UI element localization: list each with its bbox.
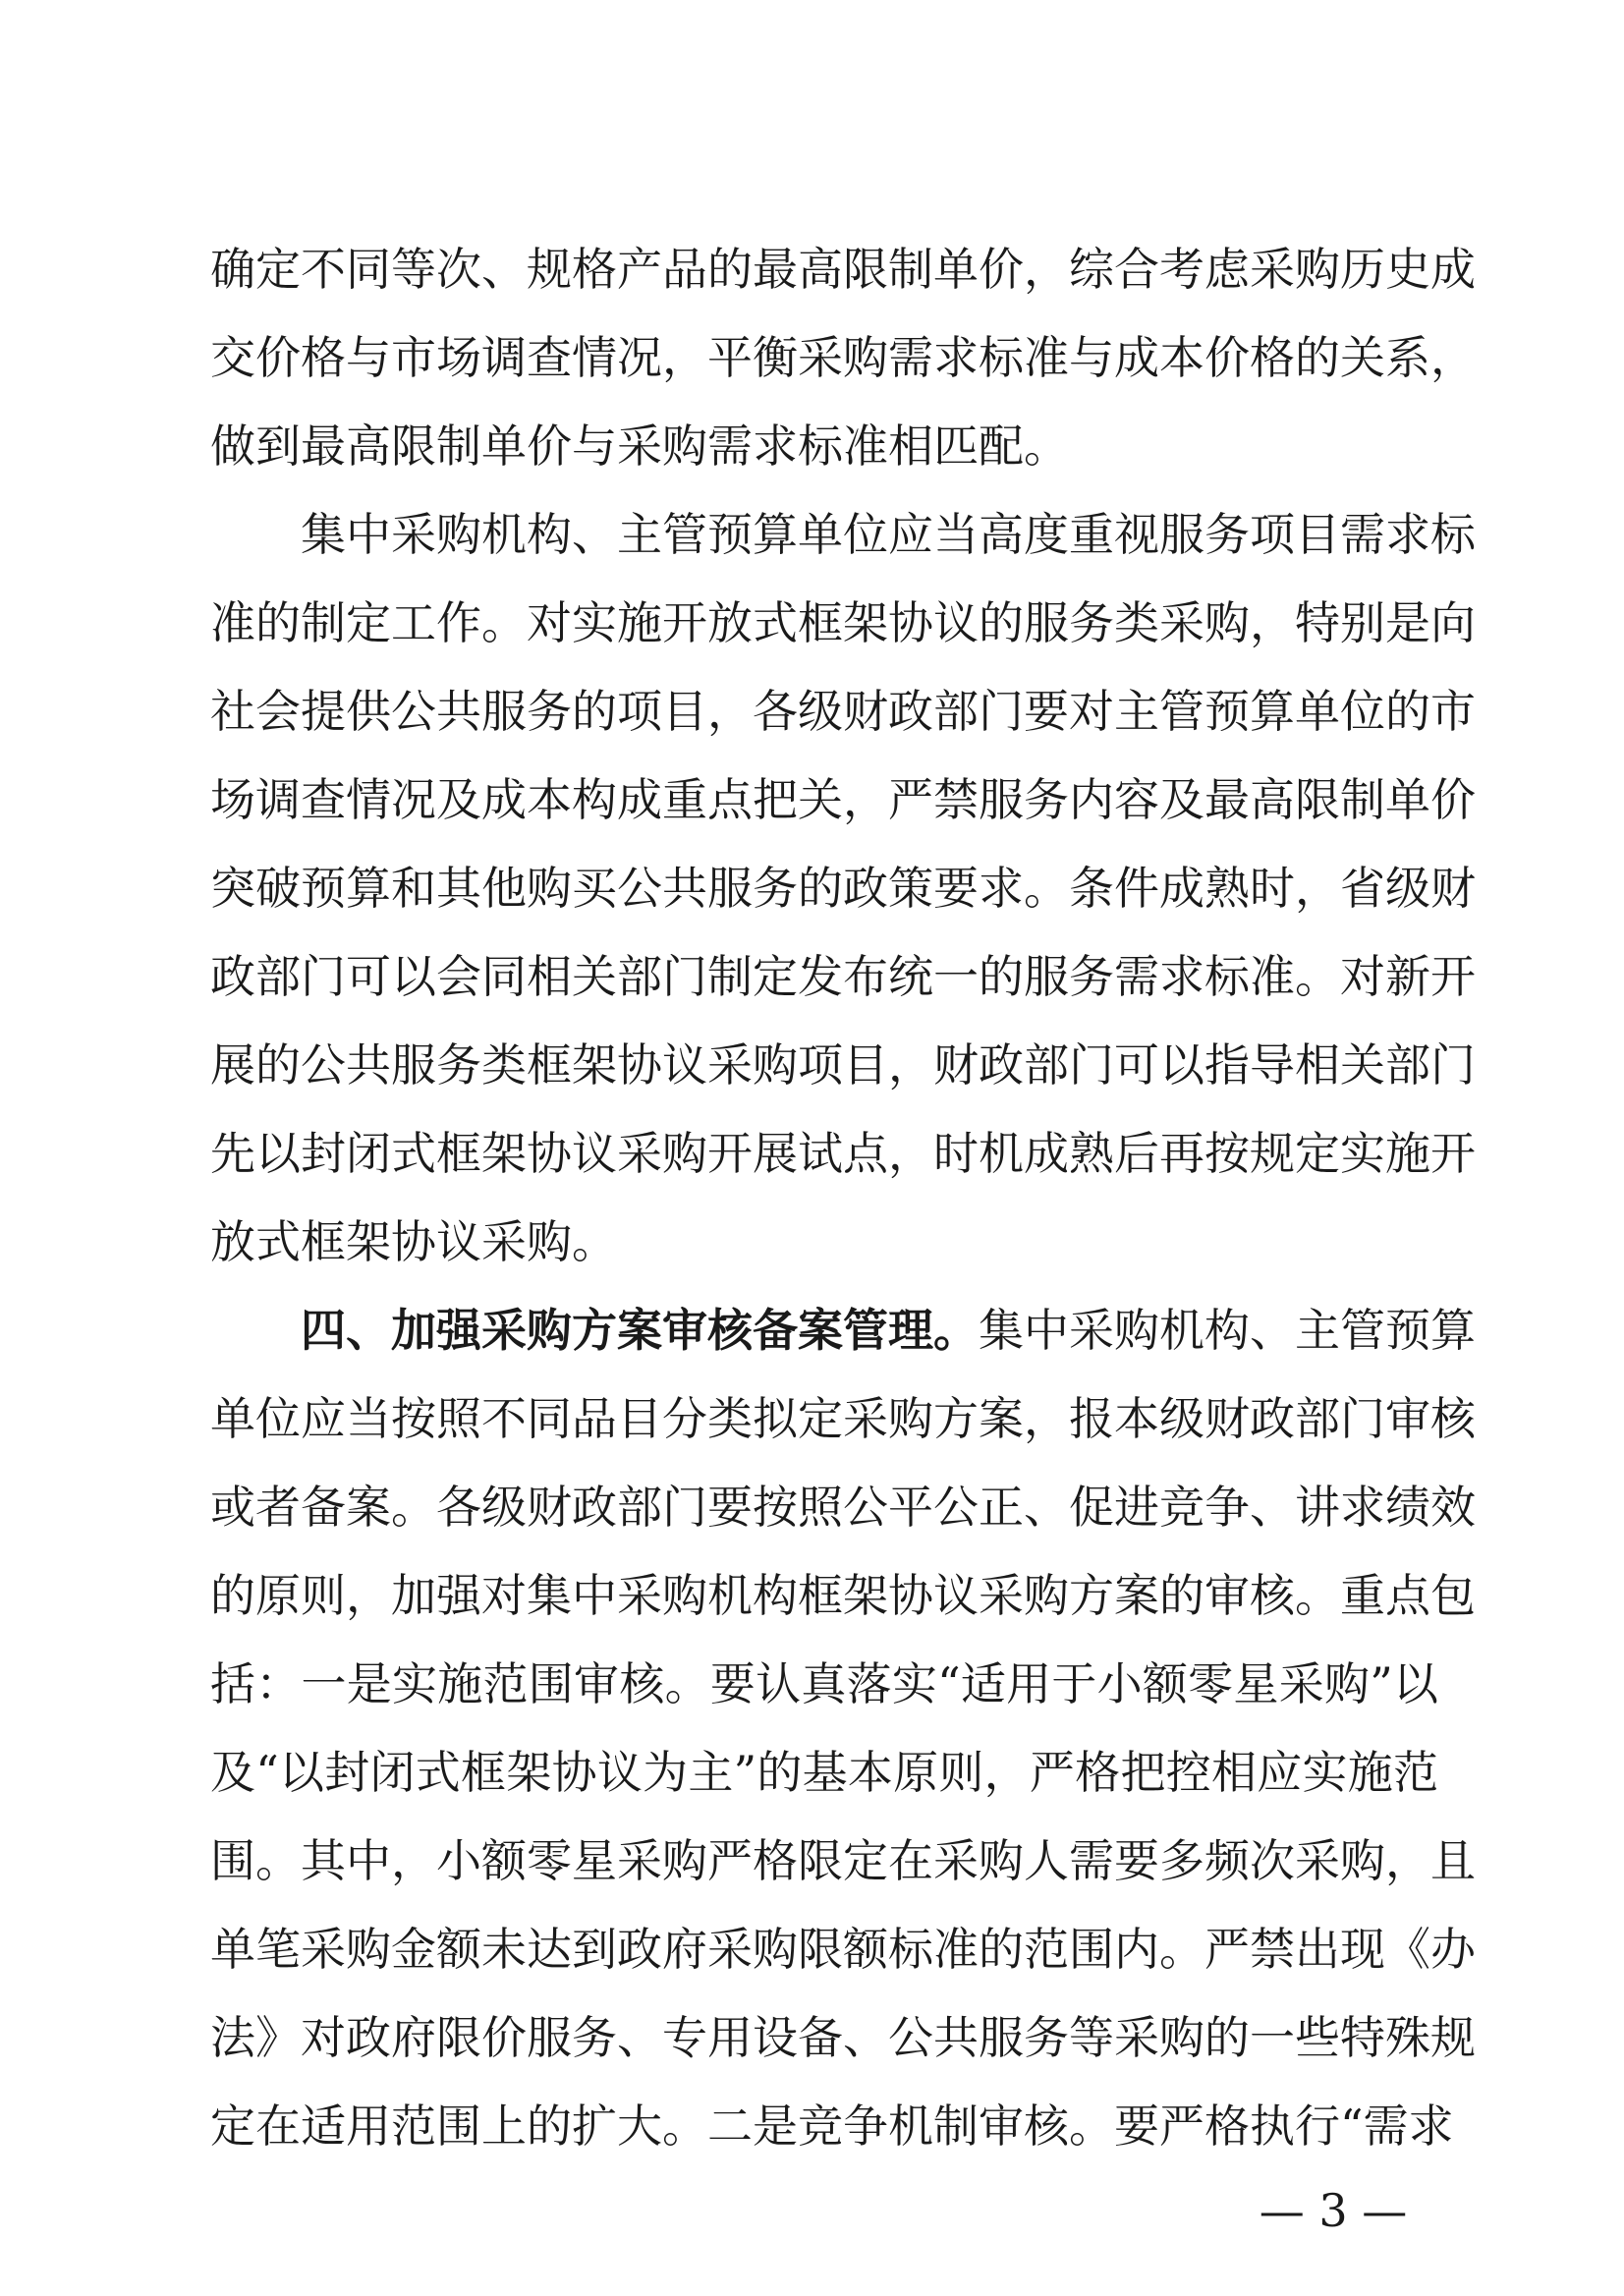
paragraph-2-line-8: 先以封闭式框架协议采购开展试点，时机成熟后再按规定实施开 xyxy=(210,1127,1476,1180)
paragraph-3-line-10: 定在适用范围上的扩大。二是竞争机制审核。要严格执行“需求 xyxy=(210,2100,1454,2153)
paragraph-2-line-5: 突破预算和其他购买公共服务的政策要求。条件成熟时，省级财 xyxy=(210,862,1476,915)
paragraph-2-line-3: 社会提供公共服务的项目，各级财政部门要对主管预算单位的市 xyxy=(210,685,1476,738)
paragraph-2-line-6: 政部门可以会同相关部门制定发布统一的服务需求标准。对新开 xyxy=(210,950,1476,1003)
paragraph-3-line-4: 的原则，加强对集中采购机构框架协议采购方案的审核。重点包 xyxy=(210,1569,1476,1622)
section-heading: 四、加强采购方案审核备案管理。 xyxy=(301,1304,979,1357)
paragraph-3-line-5: 括：一是实施范围审核。要认真落实“适用于小额零星采购”以 xyxy=(210,1657,1438,1710)
paragraph-3-line-7: 围。其中，小额零星采购严格限定在采购人需要多频次采购，且 xyxy=(210,1834,1476,1887)
paragraph-3-line-6: 及“以封闭式框架协议为主”的基本原则，严格把控相应实施范 xyxy=(210,1746,1438,1799)
paragraph-3-line-8: 单笔采购金额未达到政府采购限额标准的范围内。严禁出现《办 xyxy=(210,1923,1476,1976)
paragraph-2-line-9: 放式框架协议采购。 xyxy=(210,1215,617,1268)
paragraph-1-line-2: 交价格与市场调查情况，平衡采购需求标准与成本价格的关系， xyxy=(210,331,1476,384)
paragraph-2-line-4: 场调查情况及成本构成重点把关，严禁服务内容及最高限制单价 xyxy=(210,773,1476,826)
paragraph-3-line-1-rest: 集中采购机构、主管预算 xyxy=(979,1304,1476,1357)
paragraph-3-line-2: 单位应当按照不同品目分类拟定采购方案，报本级财政部门审核 xyxy=(210,1392,1476,1445)
paragraph-1-line-1: 确定不同等次、规格产品的最高限制单价，综合考虑采购历史成 xyxy=(210,243,1476,296)
paragraph-3-line-9: 法》对政府限价服务、专用设备、公共服务等采购的一些特殊规 xyxy=(210,2011,1476,2064)
paragraph-2-line-2: 准的制定工作。对实施开放式框架协议的服务类采购，特别是向 xyxy=(210,596,1476,649)
paragraph-2-line-1: 集中采购机构、主管预算单位应当高度重视服务项目需求标 xyxy=(301,508,1476,561)
paragraph-2-line-7: 展的公共服务类框架协议采购项目，财政部门可以指导相关部门 xyxy=(210,1038,1476,1092)
paragraph-3-line-1 xyxy=(301,1286,1476,1374)
paragraph-1-line-3: 做到最高限制单价与采购需求标准相匹配。 xyxy=(210,420,1069,473)
page-number: — 3 — xyxy=(1259,2184,1408,2237)
paragraph-3-line-3: 或者备案。各级财政部门要按照公平公正、促进竞争、讲求绩效 xyxy=(210,1481,1476,1534)
